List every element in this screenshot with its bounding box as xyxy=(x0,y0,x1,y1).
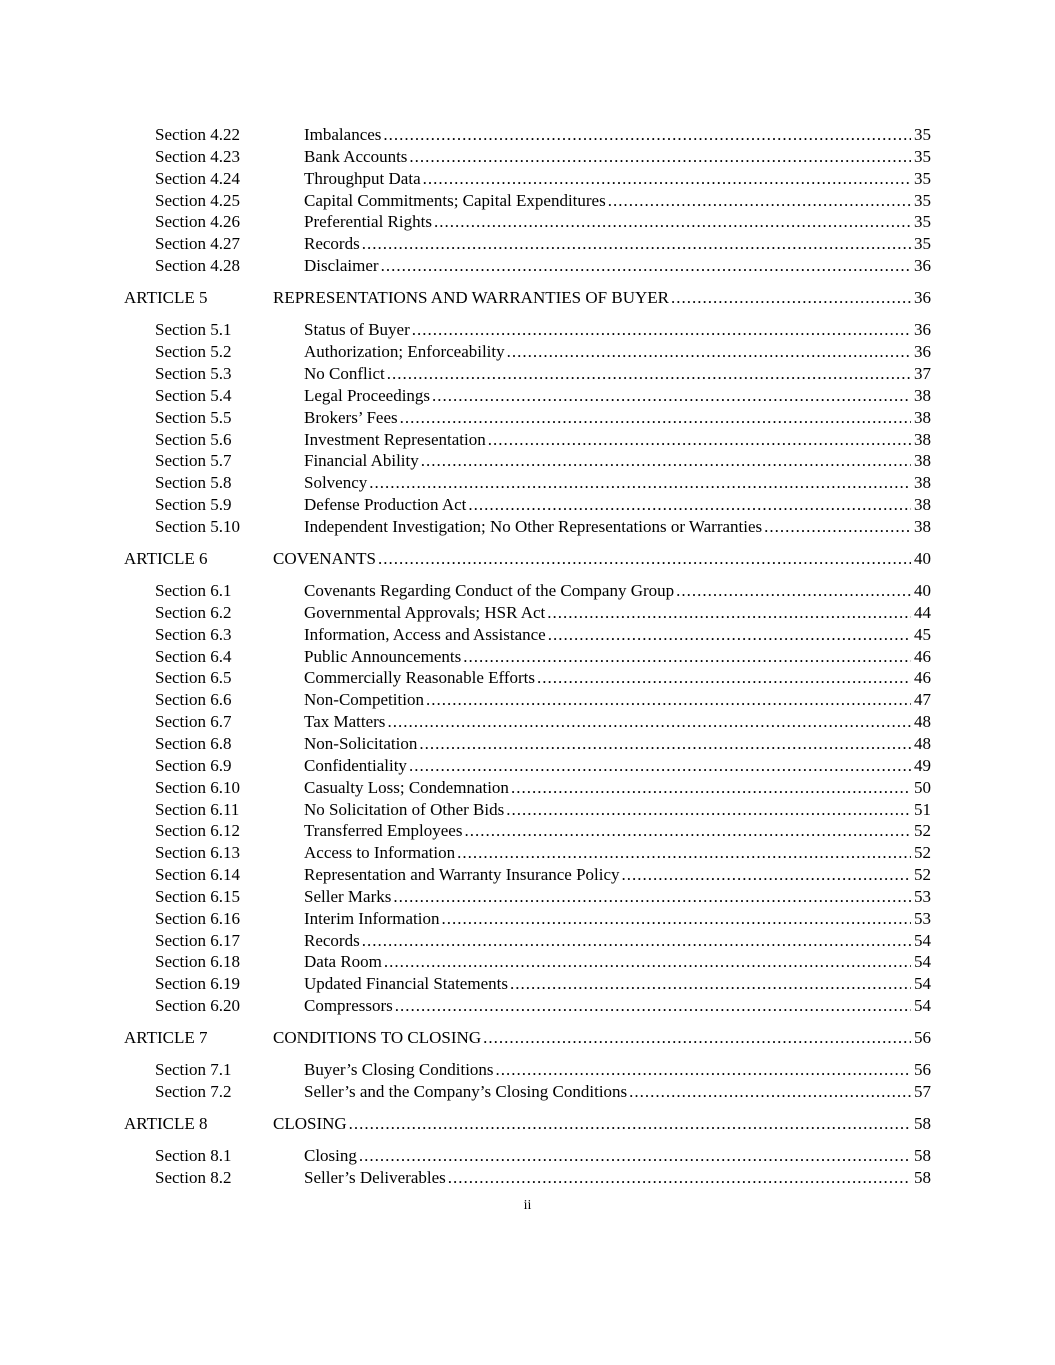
toc-section-row[interactable] xyxy=(0,755,1055,777)
dot-leader xyxy=(378,548,911,570)
dot-leader xyxy=(423,168,911,190)
section-title: Brokers’ Fees xyxy=(304,407,398,427)
dot-leader xyxy=(511,777,911,799)
toc-entry xyxy=(304,1145,931,1167)
page-reference: 53 xyxy=(914,908,931,928)
section-number: Section 4.26 xyxy=(155,212,240,232)
toc-section-row[interactable] xyxy=(0,233,1055,255)
section-title: Legal Proceedings xyxy=(304,385,431,405)
page-reference: 36 xyxy=(914,320,931,340)
section-number: Section 5.5 xyxy=(155,407,232,427)
dot-leader xyxy=(395,995,911,1017)
dot-leader xyxy=(419,733,911,755)
page-reference: 36 xyxy=(914,288,931,308)
dot-leader xyxy=(547,602,911,624)
section-title: Seller’s and the Company’s Closing Conditions xyxy=(304,1082,628,1102)
dot-leader xyxy=(432,385,911,407)
page-reference: 52 xyxy=(914,843,931,863)
toc-entry xyxy=(304,319,931,341)
section-number: Section 5.10 xyxy=(155,516,240,536)
toc-entry xyxy=(304,363,931,385)
dot-leader xyxy=(548,624,911,646)
toc-section-row[interactable] xyxy=(0,516,1055,538)
toc-entry xyxy=(304,255,931,277)
toc-entry xyxy=(304,842,931,864)
section-title: Commercially Reasonable Efforts xyxy=(304,668,536,688)
page-reference: 52 xyxy=(914,865,931,884)
toc-entry xyxy=(304,211,931,233)
toc-section-row[interactable] xyxy=(0,494,1055,516)
section-number: Section 6.20 xyxy=(155,996,240,1016)
dot-leader xyxy=(764,516,911,538)
toc-entry xyxy=(304,472,931,494)
toc-entry xyxy=(304,450,931,472)
section-number: Section 4.23 xyxy=(155,146,240,166)
toc-section-row[interactable] xyxy=(0,429,1055,451)
page-reference: 38 xyxy=(914,407,931,427)
toc-section-row[interactable] xyxy=(0,602,1055,624)
section-number: Section 6.16 xyxy=(155,908,240,928)
dot-leader xyxy=(506,799,911,821)
dot-leader xyxy=(400,407,911,429)
toc-section-row[interactable] xyxy=(0,886,1055,908)
section-number: Section 6.15 xyxy=(155,886,240,906)
section-number: Section 6.8 xyxy=(155,733,232,753)
dot-leader xyxy=(383,124,911,146)
dot-leader xyxy=(496,1059,911,1081)
section-number: Section 6.18 xyxy=(155,952,240,972)
toc-entry xyxy=(304,385,931,407)
toc-entry xyxy=(304,733,931,755)
page-reference: 45 xyxy=(914,624,931,644)
page-reference: 46 xyxy=(914,646,931,666)
toc-entry xyxy=(273,1113,931,1135)
page-reference: 35 xyxy=(914,168,931,188)
section-title: Compressors xyxy=(304,996,393,1016)
dot-leader xyxy=(381,255,911,277)
toc-section-row[interactable] xyxy=(0,168,1055,190)
section-number: Section 6.3 xyxy=(155,624,232,644)
toc-entry xyxy=(304,908,931,930)
toc-article-row[interactable] xyxy=(0,1113,1055,1135)
toc-entry xyxy=(304,516,931,538)
dot-leader xyxy=(448,1167,911,1189)
section-title: Data Room xyxy=(304,952,382,972)
section-number: Section 8.2 xyxy=(155,1168,232,1187)
toc-section-row[interactable] xyxy=(0,1145,1055,1167)
toc-entry xyxy=(273,1027,931,1049)
section-number: Section 6.17 xyxy=(155,930,240,950)
toc-entry xyxy=(304,494,931,516)
section-title: Information, Access and Assistance xyxy=(304,624,546,644)
dot-leader xyxy=(349,1113,911,1135)
toc-entry xyxy=(304,233,931,255)
section-number: Section 6.9 xyxy=(155,755,232,775)
dot-leader xyxy=(384,951,911,973)
section-number: Section 5.6 xyxy=(155,429,232,449)
dot-leader xyxy=(537,667,911,689)
toc-entry xyxy=(304,580,931,602)
dot-leader xyxy=(457,842,911,864)
section-title: Non-Solicitation xyxy=(304,733,418,753)
section-number: Section 6.7 xyxy=(155,712,232,732)
dot-leader xyxy=(483,1027,911,1049)
section-number: Section 8.1 xyxy=(155,1146,232,1166)
toc-entry xyxy=(304,995,931,1017)
section-title: Confidentiality xyxy=(304,755,407,775)
article-title: REPRESENTATIONS AND WARRANTIES OF BUYER xyxy=(273,288,669,308)
dot-leader xyxy=(387,363,911,385)
toc-entry xyxy=(304,799,931,821)
section-number: Section 5.1 xyxy=(155,320,232,340)
page-reference: 54 xyxy=(914,930,931,950)
dot-leader xyxy=(409,755,911,777)
page-reference: 47 xyxy=(914,690,931,710)
section-title: Throughput Data xyxy=(304,168,421,188)
section-number: Section 6.6 xyxy=(155,690,232,710)
toc-article-row[interactable] xyxy=(0,1027,1055,1049)
dot-leader xyxy=(426,689,911,711)
page-reference: 54 xyxy=(914,952,931,972)
toc-entry xyxy=(304,341,931,363)
dot-leader xyxy=(409,146,911,168)
section-title: Capital Commitments; Capital Expenditures xyxy=(304,190,606,210)
section-number: Section 5.4 xyxy=(155,385,232,405)
toc-section-row[interactable] xyxy=(0,799,1055,821)
toc-section-row[interactable] xyxy=(0,624,1055,646)
section-title: Seller’s Deliverables xyxy=(304,1168,446,1187)
toc-section-row[interactable] xyxy=(0,777,1055,799)
page-reference: 38 xyxy=(914,385,931,405)
toc-section-row[interactable] xyxy=(0,908,1055,930)
section-number: Section 4.24 xyxy=(155,168,240,188)
dot-leader xyxy=(629,1081,911,1103)
section-title: Interim Information xyxy=(304,908,440,928)
toc-entry xyxy=(304,602,931,624)
toc-entry xyxy=(304,429,931,451)
page-reference: 35 xyxy=(914,212,931,232)
toc-entry xyxy=(304,667,931,689)
section-title: Updated Financial Statements xyxy=(304,974,508,994)
section-number: Section 6.19 xyxy=(155,974,240,994)
section-number: Section 6.2 xyxy=(155,602,232,622)
dot-leader xyxy=(622,864,911,886)
page-reference: 48 xyxy=(914,733,931,753)
section-title: Buyer’s Closing Conditions xyxy=(304,1060,494,1080)
toc-entry xyxy=(304,973,931,995)
toc-section-row[interactable] xyxy=(0,689,1055,711)
toc-section-row[interactable] xyxy=(0,1081,1055,1103)
toc-entry xyxy=(304,777,931,799)
page-number: ii xyxy=(523,1198,532,1213)
section-number: Section 4.27 xyxy=(155,234,240,254)
section-number: Section 6.1 xyxy=(155,581,232,600)
toc-entry xyxy=(304,646,931,668)
toc-section-row[interactable] xyxy=(0,864,1055,886)
page-reference: 35 xyxy=(914,125,931,144)
section-title: Imbalances xyxy=(304,125,382,144)
article-title: CONDITIONS TO CLOSING xyxy=(273,1028,482,1048)
section-number: Section 7.2 xyxy=(155,1082,232,1102)
toc-entry xyxy=(304,755,931,777)
section-title: Status of Buyer xyxy=(304,320,410,340)
page-reference: 58 xyxy=(914,1114,931,1134)
section-number: Section 5.3 xyxy=(155,363,232,383)
toc-section-row[interactable] xyxy=(0,667,1055,689)
dot-leader xyxy=(507,341,911,363)
toc-section-row[interactable] xyxy=(0,973,1055,995)
toc-entry xyxy=(304,1167,931,1189)
toc-entry xyxy=(304,1081,931,1103)
section-title: Preferential Rights xyxy=(304,212,432,232)
page-reference: 36 xyxy=(914,342,931,362)
section-number: Section 4.25 xyxy=(155,190,240,210)
article-title: CLOSING xyxy=(273,1114,347,1134)
toc-article-row[interactable] xyxy=(0,287,1055,309)
section-title: Records xyxy=(304,234,360,254)
section-title: Solvency xyxy=(304,473,368,493)
toc-section-row[interactable] xyxy=(0,124,1055,146)
toc-entry xyxy=(304,951,931,973)
toc-section-row[interactable] xyxy=(0,711,1055,733)
page-reference: 49 xyxy=(914,755,931,775)
dot-leader xyxy=(488,429,911,451)
section-title: Transferred Employees xyxy=(304,821,463,841)
section-number: Section 5.8 xyxy=(155,473,232,493)
toc-section-row[interactable] xyxy=(0,951,1055,973)
page-reference: 56 xyxy=(914,1060,931,1080)
section-title: Closing xyxy=(304,1146,357,1166)
toc-section-row[interactable] xyxy=(0,341,1055,363)
section-title: No Conflict xyxy=(304,363,385,383)
page-reference: 48 xyxy=(914,712,931,732)
toc-entry xyxy=(304,624,931,646)
section-title: Records xyxy=(304,930,360,950)
article-title: COVENANTS xyxy=(273,548,376,568)
page-reference: 56 xyxy=(914,1028,931,1048)
page-reference: 58 xyxy=(914,1146,931,1166)
page-reference: 58 xyxy=(914,1168,931,1187)
section-title: Seller Marks xyxy=(304,886,392,906)
dot-leader xyxy=(387,711,911,733)
toc-section-row[interactable] xyxy=(0,211,1055,233)
section-title: Public Announcements xyxy=(304,646,462,666)
section-number: Section 5.2 xyxy=(155,342,232,362)
section-title: Governmental Approvals; HSR Act xyxy=(304,602,546,622)
page-reference: 38 xyxy=(914,495,931,514)
section-title: Authorization; Enforceability xyxy=(304,342,505,362)
section-number: Section 5.7 xyxy=(155,451,232,471)
dot-leader xyxy=(676,580,911,602)
dot-leader xyxy=(434,211,911,233)
section-title: Investment Representation xyxy=(304,429,486,449)
section-number: Section 6.12 xyxy=(155,821,240,841)
section-title: No Solicitation of Other Bids xyxy=(304,799,505,819)
section-number: Section 6.11 xyxy=(155,799,240,819)
toc-section-row[interactable] xyxy=(0,146,1055,168)
toc-entry xyxy=(304,711,931,733)
toc-section-row[interactable] xyxy=(0,363,1055,385)
toc-entry xyxy=(304,124,931,146)
toc-entry xyxy=(304,864,931,886)
toc-section-row[interactable] xyxy=(0,255,1055,277)
section-title: Financial Ability xyxy=(304,451,419,471)
toc-section-row[interactable] xyxy=(0,646,1055,668)
page-reference: 54 xyxy=(914,996,931,1016)
toc-section-row[interactable] xyxy=(0,733,1055,755)
toc-section-row[interactable] xyxy=(0,580,1055,602)
article-number: ARTICLE 7 xyxy=(124,1028,208,1048)
page-reference: 44 xyxy=(914,602,931,622)
dot-leader xyxy=(421,450,911,472)
toc-article-row[interactable] xyxy=(0,548,1055,570)
toc-entry xyxy=(304,930,931,952)
toc-section-row[interactable] xyxy=(0,407,1055,429)
toc-entry xyxy=(273,287,931,309)
page-reference: 51 xyxy=(914,799,931,819)
dot-leader xyxy=(608,190,911,212)
section-number: Section 6.5 xyxy=(155,668,232,688)
page-reference: 35 xyxy=(914,190,931,210)
toc-section-row[interactable] xyxy=(0,319,1055,341)
section-title: Representation and Warranty Insurance Policy xyxy=(304,865,620,884)
article-number: ARTICLE 8 xyxy=(124,1114,208,1134)
dot-leader xyxy=(369,472,911,494)
dot-leader xyxy=(412,319,911,341)
dot-leader xyxy=(359,1145,911,1167)
toc-entry xyxy=(304,1059,931,1081)
page-reference: 38 xyxy=(914,516,931,536)
toc-section-row[interactable] xyxy=(0,450,1055,472)
toc-section-row[interactable] xyxy=(0,995,1055,1017)
toc-section-row[interactable] xyxy=(0,930,1055,952)
page-reference: 40 xyxy=(914,548,931,568)
page-reference: 38 xyxy=(914,451,931,471)
toc-section-row[interactable] xyxy=(0,820,1055,842)
toc-entry xyxy=(304,407,931,429)
section-title: Tax Matters xyxy=(304,712,386,732)
section-title: Defense Production Act xyxy=(304,495,467,514)
section-title: Access to Information xyxy=(304,843,456,863)
toc-section-row[interactable] xyxy=(0,1059,1055,1081)
section-title: Disclaimer xyxy=(304,256,379,276)
dot-leader xyxy=(464,820,911,842)
page-reference: 37 xyxy=(914,363,931,383)
section-title: Bank Accounts xyxy=(304,146,408,166)
page-reference: 57 xyxy=(914,1082,931,1102)
toc-entry xyxy=(304,168,931,190)
toc-section-row[interactable] xyxy=(0,472,1055,494)
section-number: Section 4.28 xyxy=(155,256,240,276)
section-title: Non-Competition xyxy=(304,690,424,710)
toc-entry xyxy=(304,820,931,842)
page-reference: 35 xyxy=(914,234,931,254)
toc-section-row[interactable] xyxy=(0,842,1055,864)
page-reference: 53 xyxy=(914,886,931,906)
page-reference: 52 xyxy=(914,821,931,841)
section-number: Section 6.4 xyxy=(155,646,232,666)
section-number: Section 4.22 xyxy=(155,125,240,144)
page-reference: 35 xyxy=(914,146,931,166)
page-reference: 38 xyxy=(914,429,931,449)
dot-leader xyxy=(671,287,911,309)
article-number: ARTICLE 5 xyxy=(124,288,208,308)
dot-leader xyxy=(362,930,911,952)
dot-leader xyxy=(442,908,912,930)
dot-leader xyxy=(463,646,911,668)
page-reference: 36 xyxy=(914,256,931,276)
toc-entry xyxy=(304,190,931,212)
page-reference: 40 xyxy=(914,581,931,600)
toc-section-row[interactable] xyxy=(0,190,1055,212)
section-number: Section 6.10 xyxy=(155,777,240,797)
dot-leader xyxy=(510,973,911,995)
section-number: Section 7.1 xyxy=(155,1060,232,1080)
section-number: Section 6.14 xyxy=(155,865,240,884)
dot-leader xyxy=(362,233,911,255)
section-number: Section 5.9 xyxy=(155,495,232,514)
section-number: Section 6.13 xyxy=(155,843,240,863)
page-reference: 54 xyxy=(914,974,931,994)
dot-leader xyxy=(468,494,911,516)
article-number: ARTICLE 6 xyxy=(124,548,208,568)
toc-entry xyxy=(304,146,931,168)
toc-entry xyxy=(273,548,931,570)
dot-leader xyxy=(393,886,911,908)
section-title: Covenants Regarding Conduct of the Company Group xyxy=(304,581,675,600)
toc-section-row[interactable] xyxy=(0,1167,1055,1189)
toc-entry xyxy=(304,689,931,711)
page-reference: 38 xyxy=(914,473,931,493)
toc-section-row[interactable] xyxy=(0,385,1055,407)
page-reference: 50 xyxy=(914,777,931,797)
page-reference: 46 xyxy=(914,668,931,688)
section-title: Independent Investigation; No Other Representations or Warranties xyxy=(304,516,763,536)
section-title: Casualty Loss; Condemnation xyxy=(304,777,509,797)
toc-entry xyxy=(304,886,931,908)
